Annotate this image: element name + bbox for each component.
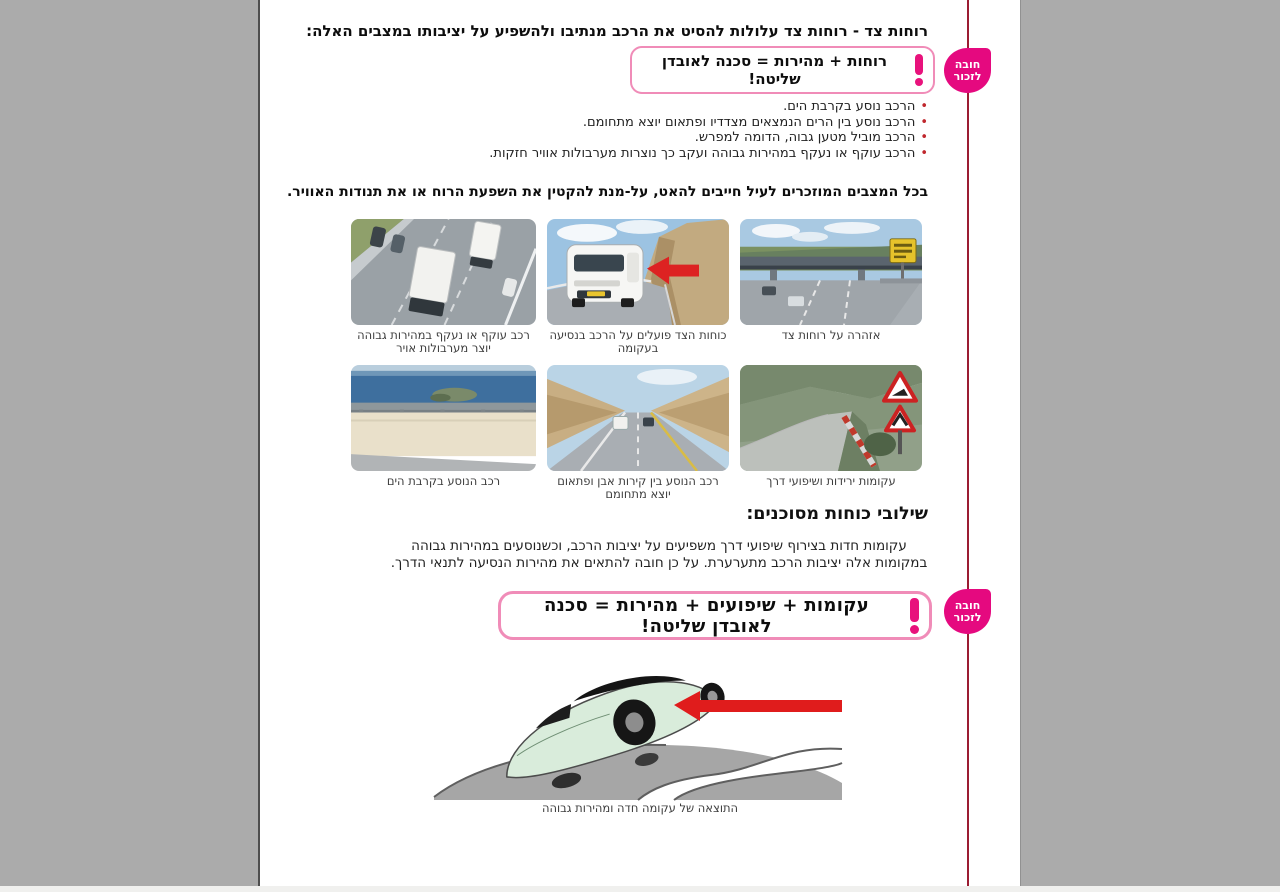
- photo-caption: רכב עוקף או נעקף במהירות גבוהה יוצר מערבולות אויר: [357, 328, 530, 355]
- car-rollover-illustration: [426, 653, 850, 803]
- callout-text: עקומות + שיפועים + מהירות = סכנה לאובדן שליטה!: [543, 594, 870, 637]
- photo-caption: רכב הנוסע בין קירות אבן ופתאום יוצא מתחומם: [557, 474, 719, 501]
- gallery-item: [547, 219, 729, 355]
- photo-caption: כוחות הצד פועלים על הרכב בנסיעה בעקומה: [549, 328, 727, 355]
- left-arrow-icon: [674, 691, 842, 721]
- photo-overtaking-turbulence: [351, 219, 536, 325]
- badge-line: חובה: [954, 598, 981, 612]
- page-bottom-strip: [0, 886, 1280, 892]
- callout-text: רוחות + מהירות = סכנה לאובדן שליטה!: [661, 52, 888, 88]
- exclamation-icon: [910, 598, 919, 634]
- photo-gallery: [349, 219, 922, 501]
- photo-coastal-road: [351, 365, 536, 471]
- must-remember-badge-1: [944, 48, 991, 93]
- bullet-item: • הרכב מוביל מטען גבוה, הדומה למפרש.: [489, 130, 928, 146]
- photo-caption: רכב הנוסע בקרבת הים: [386, 474, 501, 488]
- red-margin-rule: [967, 0, 969, 886]
- photo-stone-walls-road: [547, 365, 729, 471]
- photo-van-curve-side-force: [547, 219, 729, 325]
- badge-line: לזכור: [953, 610, 982, 624]
- photo-caption: עקומות ירידות ושיפועי דרך: [766, 474, 896, 488]
- bullet-item: • הרכב עוקף או נעקף במהירות גבוהה ועקב כך נוצרות מערבולות אוויר חזקות.: [489, 146, 928, 162]
- must-remember-callout-1: [630, 46, 935, 94]
- slow-down-note: בכל המצבים המוזכרים לעיל חייבים להאט, על-מנת להקטין את השפעת הרוח או את תנודות האוויר.: [286, 184, 928, 200]
- illustration-caption: התוצאה של עקומה חדה ומהירות גבוהה: [541, 801, 739, 815]
- photo-side-wind-warning-sign: [740, 219, 922, 325]
- badge-line: חובה: [954, 57, 981, 71]
- bullet-item: • הרכב נוסע בקרבת הים.: [489, 99, 928, 115]
- bullet-item: • הרכב נוסע בין הרים הנמצאים מצדדיו ופתאום יוצא מתחומם.: [489, 115, 928, 131]
- gallery-item: [740, 365, 922, 501]
- wind-risk-bullet-list: [489, 99, 928, 162]
- must-remember-callout-2: [498, 591, 932, 640]
- badge-line: לזכור: [953, 69, 982, 83]
- section2-paragraph: עקומות חדות בצירוף שיפועי דרך משפיעים על יציבות הרכב, וכשנוסעים במהירות גבוהה במקומות אלה יציבות הרכב מתערערת. על כן חובה להתאים את מהירות הנסיעה לתנאי הדרך.: [390, 538, 928, 571]
- photo-curves-descents: [740, 365, 922, 471]
- section2-heading: שילובי כוחות מסוכנים:: [746, 504, 928, 524]
- gallery-item: [740, 219, 922, 355]
- document-page: [258, 0, 1021, 886]
- photo-caption: אזהרה על רוחות צד: [781, 328, 881, 342]
- must-remember-badge-2: [944, 589, 991, 634]
- intro-heading: רוחות צד - רוחות צד עלולות להסיט את הרכב מנתיבו ולהשפיע על יציבותו במצבים האלה:: [306, 22, 928, 40]
- exclamation-icon: [915, 54, 923, 86]
- gallery-item: [351, 219, 536, 355]
- gallery-item: [351, 365, 536, 501]
- gallery-item: [547, 365, 729, 501]
